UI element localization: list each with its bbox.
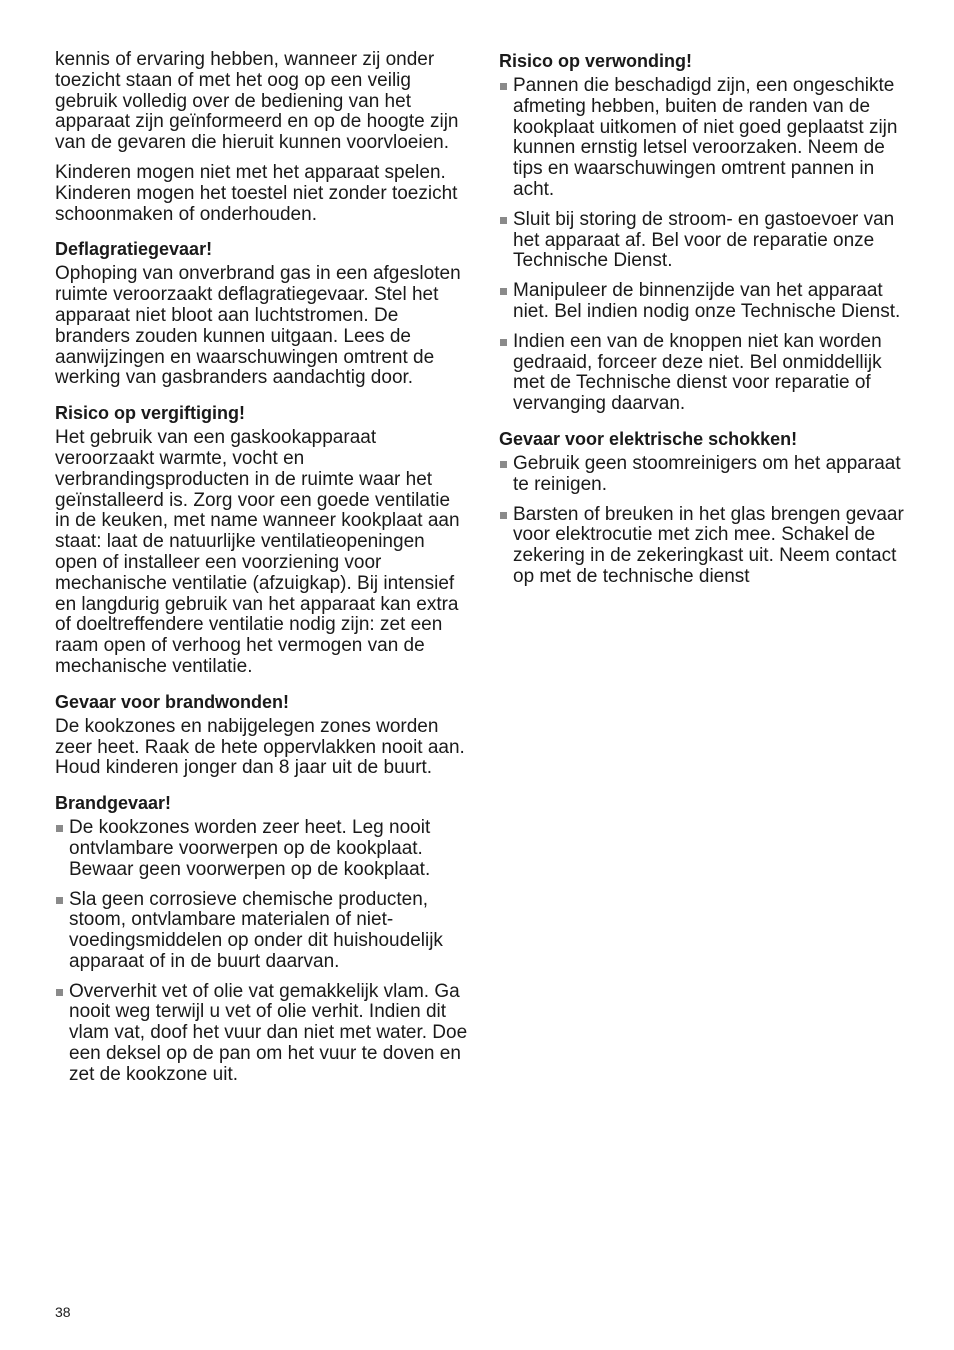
list-item-text: Manipuleer de binnenzijde van het apparaat niet. Bel indien nodig onze Technische Dienst. [513, 280, 901, 322]
section-heading-burns: Gevaar voor brandwonden! [55, 691, 290, 712]
right-column [499, 50, 914, 597]
list-item-text: Oververhit vet of olie vat gemakkelijk vlam. Ga nooit weg terwijl u vet of olie verhit. Indien dit vlam vat, doof het vuur dan niet met water. Doe een deksel op de pan om het vuur te doven en zet de kookzone uit. [69, 980, 468, 1085]
list-item [499, 210, 914, 272]
page-number: 38 [55, 1304, 71, 1320]
list-item-text: Indien een van de knoppen niet kan worden gedraaid, forceer deze niet. Bel onmiddellijk met de Technische dienst voor reparatie of vervanging daarvan. [513, 330, 882, 415]
list-item-text: Barsten of breuken in het glas brengen gevaar voor elektrocutie met zich mee. Schakel de zekering in de zekeringkast uit. Neem contact op met de technische dienst [513, 503, 904, 587]
list-item [499, 281, 914, 323]
list-item [55, 818, 470, 880]
intro-paragraph: kennis of ervaring hebben, wanneer zij onder toezicht staan of met het oog op een veilig gebruik volledig over de bediening van het apparaat zijn geïnformeerd en op de hoogte zijn van de gevaren die hieruit kunnen voorvloeien. [55, 49, 459, 154]
section-heading-fire: Brandgevaar! [55, 793, 172, 814]
bullet-square-icon [500, 461, 507, 468]
fire-bullet-list [55, 818, 470, 1086]
bullet-square-icon [500, 512, 507, 519]
left-column [55, 50, 470, 1095]
list-item [499, 332, 914, 415]
bullet-square-icon [56, 989, 63, 996]
section-text-poisoning: Het gebruik van een gaskookapparaat veroorzaakt warmte, vocht en verbrandingsproducten in de ruimte waar het geïnstalleerd is. Zorg voor een goede ventilatie in de keuken, met name wanneer kookplaat aan staat: laat de natuurlijke ventilatieopeningen open of installeer een voorziening voor mechanische ventilatie (afzuigkap). Bij intensief en langdurig gebruik van het apparaat kan extra of doeltreffendere ventilatie nodig zijn: zet een raam open of verhoog het vermogen van de mechanische ventilatie. [55, 427, 460, 677]
section-heading-deflagration: Deflagratiegevaar! [55, 239, 213, 260]
bullet-square-icon [500, 339, 507, 346]
intro-paragraph: Kinderen mogen niet met het apparaat spelen. Kinderen mogen het toestel niet zonder toezicht schoonmaken of onderhouden. [55, 161, 458, 225]
section-text-burns: De kookzones en nabijgelegen zones worden zeer heet. Raak de hete oppervlakken nooit aan. Houd kinderen jonger dan 8 jaar uit de buurt. [55, 715, 465, 779]
bullet-square-icon [500, 83, 507, 90]
section-heading-injury: Risico op verwonding! [499, 51, 693, 71]
list-item [499, 454, 914, 496]
list-item [499, 505, 914, 588]
list-item-text: Gebruik geen stoomreinigers om het apparaat te reinigen. [513, 452, 901, 495]
electric-bullet-list [499, 454, 914, 588]
list-item-text: Sluit bij storing de stroom- en gastoevoer van het apparaat af. Bel voor de reparatie onze Technische Dienst. [513, 208, 895, 272]
bullet-square-icon [500, 217, 507, 224]
list-item-text: Pannen die beschadigd zijn, een ongeschikte afmeting hebben, buiten de randen van de kookplaat uitkomen of niet goed geplaatst zijn kunnen ernstig letsel veroorzaken. Neem de tips en waarschuwingen omtrent pannen in acht. [513, 75, 898, 200]
bullet-square-icon [500, 288, 507, 295]
list-item [55, 982, 470, 1086]
injury-bullet-list [499, 76, 914, 415]
list-item-text: Sla geen corrosieve chemische producten, stoom, ontvlambare materialen of niet-voedingsmiddelen op onder dit huishoudelijk apparaat of in de buurt daarvan. [69, 888, 443, 972]
list-item [499, 76, 914, 201]
list-item [55, 890, 470, 973]
bullet-square-icon [56, 825, 63, 832]
bullet-square-icon [56, 897, 63, 904]
list-item-text: De kookzones worden zeer heet. Leg nooit ontvlambare voorwerpen op de kookplaat. Bewaar geen voorwerpen op de kookplaat. [69, 817, 431, 880]
section-heading-electric: Gevaar voor elektrische schokken! [499, 428, 798, 449]
section-heading-poisoning: Risico op vergiftiging! [55, 403, 246, 424]
section-text-deflagration: Ophoping van onverbrand gas in een afgesloten ruimte veroorzaakt deflagratiegevaar. Stel het apparaat niet bloot aan luchtstromen. De branders zouden kunnen uitgaan. Lees de aanwijzingen en waarschuwingen omtrent de werking van gasbranders aandachtig door. [55, 263, 461, 389]
